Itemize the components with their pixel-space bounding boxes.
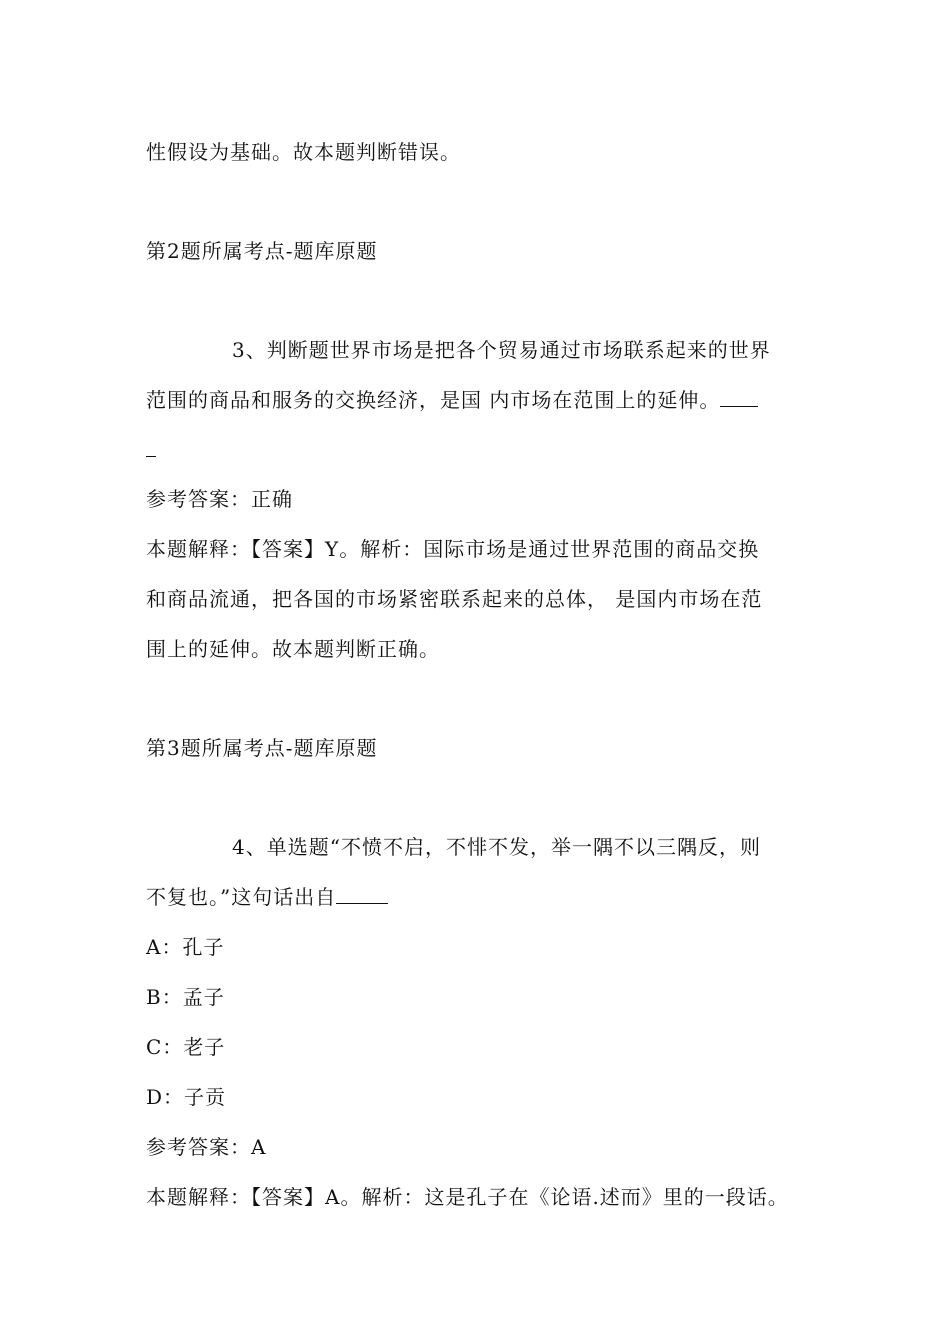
reference-answer: 参考答案：正确 xyxy=(146,487,293,511)
answer-blank-continued xyxy=(146,436,826,464)
explanation-line: 本题解释：【答案】Y。解析：国际市场是通过世界范围的商品交换 xyxy=(146,537,760,561)
explanation-line: 和商品流通，把各国的市场紧密联系起来的总体， 是国内市场在范 xyxy=(146,587,763,611)
option-c: C：老子 xyxy=(146,1035,226,1059)
section-heading: 第3题所属考点-题库原题 xyxy=(146,736,378,760)
question-4-text: 4、单选题“不愤不启，不悱不发，举一隅不以三隅反，则 xyxy=(232,835,761,859)
option-a: A：孔子 xyxy=(146,935,225,959)
answer-blank xyxy=(336,885,388,904)
question-3-continued xyxy=(146,386,826,414)
question-3-continued-text: 范围的商品和服务的交换经济，是国 内市场在范围上的延伸。 xyxy=(146,388,721,412)
paragraph-line: 性假设为基础。故本题判断错误。 xyxy=(146,140,461,164)
explanation-line: 围上的延伸。故本题判断正确。 xyxy=(146,637,440,661)
option-b: B：孟子 xyxy=(146,985,225,1009)
section-heading: 第2题所属考点-题库原题 xyxy=(146,239,378,263)
reference-answer: 参考答案：A xyxy=(146,1135,267,1159)
question-4-continued xyxy=(146,883,826,911)
explanation-line: 本题解释：【答案】A。解析：这是孔子在《论语.述而》里的一段话。 xyxy=(146,1185,789,1209)
question-4-continued-text: 不复也。”这句话出自 xyxy=(146,885,337,909)
question-3-text: 3、判断题世界市场是把各个贸易通过市场联系起来的世界 xyxy=(232,338,771,362)
answer-blank xyxy=(720,388,758,407)
answer-blank-tail xyxy=(146,438,156,457)
option-d: D：子贡 xyxy=(146,1085,227,1109)
